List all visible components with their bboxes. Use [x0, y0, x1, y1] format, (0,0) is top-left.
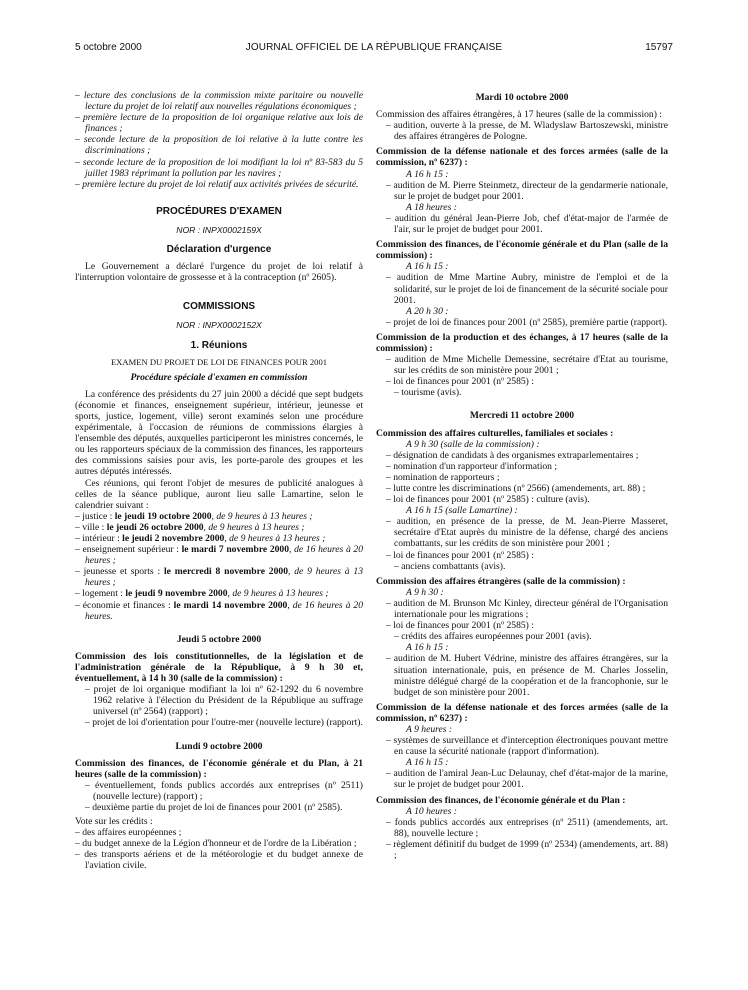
nor-reference: NOR : INPX0002152X: [176, 320, 262, 331]
time-label: A 9 heures :: [406, 723, 453, 735]
list-item: – deuxième partie du projet de loi de finances pour 2001 (nº 2585).: [85, 801, 343, 813]
commission-block: [376, 795, 668, 862]
paragraph: Ces réunions, qui feront l'objet de mesures de publicité analogues à celles de la séance publique, auront lieu salle Lamartine, selon le calendrier suivant :: [75, 477, 363, 511]
subsection-title-reunions: 1. Réunions: [190, 339, 248, 351]
nor-reference: NOR : INPX0002159X: [176, 224, 262, 235]
sub-item: – crédits des affaires européennes pour 2001 (avis).: [394, 631, 592, 643]
list-item: – des transports aériens et de la météorologie et du budget annexe de l'aviation civile.: [75, 849, 363, 872]
sub-item: – anciens combattants (avis).: [394, 560, 506, 572]
commission-block: [376, 702, 668, 791]
section-title-procedures: PROCÉDURES D'EXAMEN: [156, 205, 282, 217]
calendar-item: – ville : le jeudi 26 octobre 2000, de 9 heures à 13 heures ;: [75, 521, 305, 533]
right-column: [376, 90, 668, 865]
commission-heading: Commission des finances, de l'économie générale et du Plan (salle de la commission) :: [376, 239, 668, 262]
urgence-text: Le Gouvernement a déclaré l'urgence du projet de loi relatif à l'interruption volontaire de grossesse et à la contraception (nº 2605).: [75, 261, 363, 284]
agenda-list: [75, 90, 363, 190]
list-item: – audition de M. Brunson Mc Kinley, directeur général de l'Organisation internationale pour les migrations ;: [386, 597, 668, 621]
commission-heading: Commission des lois constitutionnelles, de la législation et de l'administration générale de la République, à 9 h 30 et, éventuellement, à 14 h 30 (salle de la commission) :: [75, 650, 363, 685]
time-label: A 10 heures :: [406, 805, 457, 817]
paragraph: La conférence des présidents du 27 juin 2000 a décidé que sept budgets (économie et finances, enseignement supérieur, intérieur, jeunesse et sports, justice, logement, ville) seront examinés selon une procédure expérimentale, à l'occasion de réunions de commissions élargies à l'ensemble des députés, auxquelles participeront les ministres concernés, le ou les rapporteurs spéciaux de la commission des finances, les rapporteurs des commissions saisies pour avis, les porte-parole des groupes et les autres députés intéressés.: [75, 388, 363, 478]
list-item: – audition de M. Pierre Steinmetz, directeur de la gendarmerie nationale, sur le projet de budget pour 2001.: [386, 179, 668, 202]
list-item: – seconde lecture de la proposition de loi modifiant la loi nº 83-583 du 5 juillet 1983 réprimant la pollution par les navires ;: [75, 156, 363, 179]
calendar-item: – jeunesse et sports : le mercredi 8 novembre 2000, de 9 heures à 13 heures ;: [75, 566, 364, 589]
list-item: – loi de finances pour 2001 (nº 2585) :: [386, 620, 534, 632]
day-heading: Mercredi 11 octobre 2000: [469, 410, 575, 422]
calendar-list: [75, 511, 363, 622]
list-item: – audition de Mme Michelle Demessine, secrétaire d'Etat au tourisme, sur les crédits de son ministère pour 2001 ;: [386, 354, 668, 377]
calendar-item: – économie et finances : le mardi 14 novembre 2000, de 16 heures à 20 heures.: [75, 599, 363, 622]
calendar-item: – logement : le jeudi 9 novembre 2000, de 9 heures à 13 heures ;: [75, 588, 329, 600]
list-item: – fonds publics accordés aux entreprises (nº 2511) (amendements, art. 88), nouvelle lecture ;: [386, 816, 668, 839]
commission-block: [376, 109, 668, 142]
procedure-title: Procédure spéciale d'examen en commission: [130, 371, 308, 383]
day-heading: Jeudi 5 octobre 2000: [176, 633, 262, 645]
commission-heading: Commission de la défense nationale et des forces armées (salle de la commission, nº 6237) :: [376, 146, 668, 169]
list-item: – nomination de rapporteurs ;: [386, 471, 500, 483]
list-item: – audition, ouverte à la presse, de M. Wladyslaw Bartoszewski, ministre des affaires étrangères de Pologne.: [386, 120, 668, 143]
list-item: – nomination d'un rapporteur d'information ;: [386, 460, 558, 472]
time-label: A 9 h 30 :: [406, 586, 444, 598]
list-item: – audition de l'amiral Jean-Luc Delaunay, chef d'état-major de la marine, sur le projet de budget pour 2001.: [386, 768, 668, 791]
time-label: A 20 h 30 :: [406, 305, 449, 317]
time-label: A 9 h 30 (salle de la commission) :: [406, 438, 540, 450]
list-item: – seconde lecture de la proposition de loi relative à la lutte contre les discriminations ;: [75, 134, 363, 157]
day-heading: Mardi 10 octobre 2000: [475, 92, 569, 103]
commission-heading: Commission des affaires étrangères, à 17 heures (salle de la commission) :: [376, 109, 662, 121]
day-heading: Lundi 9 octobre 2000: [175, 740, 263, 752]
journal-title: JOURNAL OFFICIEL DE LA RÉPUBLIQUE FRANÇAISE: [245, 42, 503, 53]
list-item: – loi de finances pour 2001 (nº 2585) :: [386, 549, 534, 561]
list-item: – première lecture de la proposition de loi organique relative aux lois de finances ;: [75, 112, 363, 135]
list-item: – projet de loi d'orientation pour l'outre-mer (nouvelle lecture) (rapport).: [85, 717, 363, 729]
commission-block: [376, 332, 668, 399]
list-item: – éventuellement, fonds publics accordés aux entreprises (nº 2511) (nouvelle lecture) (rapport) ;: [85, 779, 363, 802]
page-number: 15797: [645, 42, 673, 53]
commission-block: [376, 146, 668, 235]
calendar-item: – justice : le jeudi 19 octobre 2000, de 9 heures à 13 heures ;: [75, 510, 313, 522]
list-item: – audition du général Jean-Pierre Job, chef d'état-major de l'armée de l'air, sur le projet de budget pour 2001.: [386, 212, 668, 236]
list-item: – des affaires européennes ;: [75, 827, 182, 839]
commission-heading: Commission des affaires culturelles, familiales et sociales :: [376, 427, 614, 439]
list-item: – systèmes de surveillance et d'interception électroniques pouvant mettre en cause la sécurité nationale (rapport d'information).: [386, 735, 668, 758]
time-label: A 16 h 15 :: [406, 757, 449, 769]
list-item: – audition, en présence de la presse, de M. Jean-Pierre Masseret, secrétaire d'Etat auprès du ministre de la défense, chargé des anciens combattants, sur les crédits de son ministère pour 2001 ;: [386, 516, 668, 550]
list-item: – première lecture du projet de loi relatif aux activités privées de sécurité.: [75, 178, 359, 190]
list-item: – désignation de candidats à des organismes extraparlementaires ;: [386, 449, 639, 461]
header-date: 5 octobre 2000: [75, 42, 142, 53]
section-title-commissions: COMMISSIONS: [182, 301, 256, 313]
left-column: [75, 90, 363, 872]
commission-heading: Commission de la production et des échanges, à 17 heures (salle de la commission) :: [376, 331, 668, 354]
subsection-title-urgence: Déclaration d'urgence: [166, 244, 272, 256]
commission-block: [376, 239, 668, 328]
list-item: – règlement définitif du budget de 1999 (nº 2534) (amendements, art. 88) ;: [386, 838, 668, 861]
commission-block: [376, 576, 668, 698]
list-item: – lutte contre les discriminations (nº 2566) (amendements, art. 88) ;: [386, 483, 646, 494]
page-header: [0, 42, 748, 58]
time-label: A 16 h 15 :: [406, 261, 449, 273]
time-label: A 16 h 15 :: [406, 168, 449, 180]
exam-title: EXAMEN DU PROJET DE LOI DE FINANCES POUR 2001: [110, 356, 328, 367]
list-item: – loi de finances pour 2001 (nº 2585) : culture (avis).: [386, 494, 590, 506]
vote-intro: Vote sur les crédits :: [75, 816, 153, 828]
commission-block: [376, 428, 668, 572]
list-item: – du budget annexe de la Légion d'honneur et de l'ordre de la Libération ;: [75, 838, 357, 850]
list-item: – projet de loi organique modifiant la loi nº 62-1292 du 6 novembre 1962 relative à l'élection du Président de la République au suffrage universel (nº 2564) (rapport) ;: [85, 684, 363, 718]
commission-heading: Commission des affaires étrangères (salle de la commission) :: [376, 575, 626, 587]
calendar-item: – intérieur : le jeudi 2 novembre 2000, de 9 heures à 13 heures ;: [75, 533, 326, 544]
list-item: – lecture des conclusions de la commission mixte paritaire ou nouvelle lecture du projet de loi relatif aux nouvelles régulations économiques ;: [75, 90, 363, 113]
commission-heading: Commission des finances, de l'économie générale et du Plan :: [376, 794, 626, 806]
time-label: A 18 heures :: [406, 201, 457, 213]
list-item: – loi de finances pour 2001 (nº 2585) :: [386, 376, 534, 388]
time-label: A 16 h 15 :: [406, 642, 449, 654]
list-item: – projet de loi de finances pour 2001 (nº 2585), première partie (rapport).: [386, 316, 668, 328]
list-item: – audition de M. Hubert Védrine, ministre des affaires étrangères, sur la situation internationale, puis, en présence de M. Charles Josselin, ministre délégué chargé de la coopération et de la francophonie, sur le budget de son ministère pour 2001.: [386, 653, 668, 698]
sub-item: – tourisme (avis).: [394, 387, 462, 399]
time-label: A 16 h 15 (salle Lamartine) :: [406, 505, 518, 517]
calendar-item: – enseignement supérieur : le mardi 7 novembre 2000, de 16 heures à 20 heures ;: [75, 544, 363, 567]
commission-heading: Commission de la défense nationale et des forces armées (salle de la commission, nº 6237) :: [376, 701, 668, 724]
list-item: – audition de Mme Martine Aubry, ministre de l'emploi et de la solidarité, sur le projet de loi de financement de la sécurité sociale pour 2001.: [386, 272, 668, 306]
commission-heading: Commission des finances, de l'économie générale et du Plan, à 21 heures (salle de la commission) :: [75, 757, 363, 780]
